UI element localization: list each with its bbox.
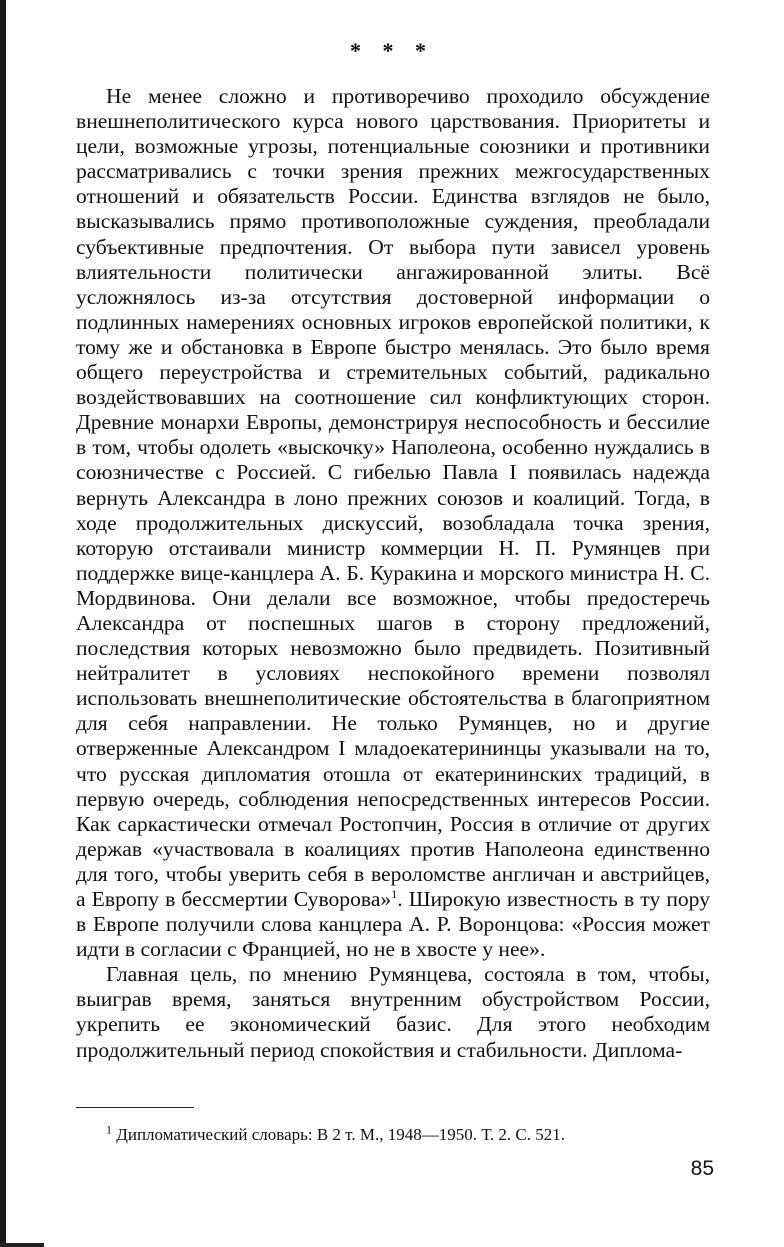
page-scan-edge-bottom [0,1243,44,1247]
main-text [76,84,710,1063]
page-scan-edge [0,0,6,1247]
paragraph-1 [76,84,710,962]
footnote [106,1124,726,1146]
footnote-reference[interactable]: 1 [391,886,398,901]
paragraph-1-continuation: . Широкую известность в ту пору в Европе получили слова канцлера А. Р. Воронцова: «Россия может идти в согласии с Францией, но не в хвосте у нее». [76,887,710,962]
footnote-text: Дипломатический словарь: В 2 т. М., 1948—1950. Т. 2. С. 521. [112,1125,565,1144]
section-separator: * * * [350,38,434,63]
paragraph-2: Главная цель, по мнению Румянцева, состояла в том, чтобы, выиграв время, заняться внутренним обустройством России, укрепить ее экономический базис. Для этого необходим продолжительный период спокойствия и стабильности. Диплома- [76,962,710,1062]
page-number: 85 [690,1157,714,1180]
footnote-divider [76,1107,194,1108]
paragraph-1-text: Не менее сложно и противоречиво проходило обсуждение внешнеполитического курса нового царствования. Приоритеты и цели, возможные угрозы, потенциальные союзники и противники рассматривались с точки зрения прежних межгосударственных отношений и обязательств России. Единства взглядов не было, высказывались прямо противоположные суждения, преобладали субъективные предпочтения. От выбора пути зависел уровень влиятельности политически ангажированной элиты. Всё усложнялось из-за отсутствия достоверной информации о подлинных намерениях основных игроков европейской политики, к тому же и обстановка в Европе быстро менялась. Это было время общего переустройства и стремительных событий, радикально воздействовавших на соотношение сил конфликтующих сторон. Древние монархи Европы, демонстрируя неспособность и бессилие в том, чтобы одолеть «выскочку» Наполеона, особенно нуждались в союзничестве с Россией. С гибелью Павла I появилась надежда вернуть Александра в лоно прежних союзов и коалиций. Тогда, в ходе продолжительных дискуссий, возобладала точка зрения, которую отстаивали министр коммерции Н. П. Румянцев при поддержке вице-канцлера А. Б. Куракина и морского министра Н. С. Мордвинова. Они делали все возможное, чтобы предостеречь Александра от поспешных шагов в сторону предложений, последствия которых невозможно было предвидеть. Позитивный нейтралитет в условиях неспокойного времени позволял использовать внешнеполитические обстоятельства в благоприятном для себя направлении. Не только Румянцев, но и другие отверженные Александром I младоекатерининцы указывали на то, что русская дипломатия отошла от екатерининских традиций, в первую очередь, соблюдения непосредственных интересов России. Как саркастически отмечал Ростопчин, Россия в отличие от других держав «участвовала в коалициях против Наполеона единственно для того, чтобы уверить себя в вероломстве англичан и австрийцев, а Европу в бессмертии Суворова» [76,84,710,911]
footnote-marker: 1 [106,1122,112,1137]
